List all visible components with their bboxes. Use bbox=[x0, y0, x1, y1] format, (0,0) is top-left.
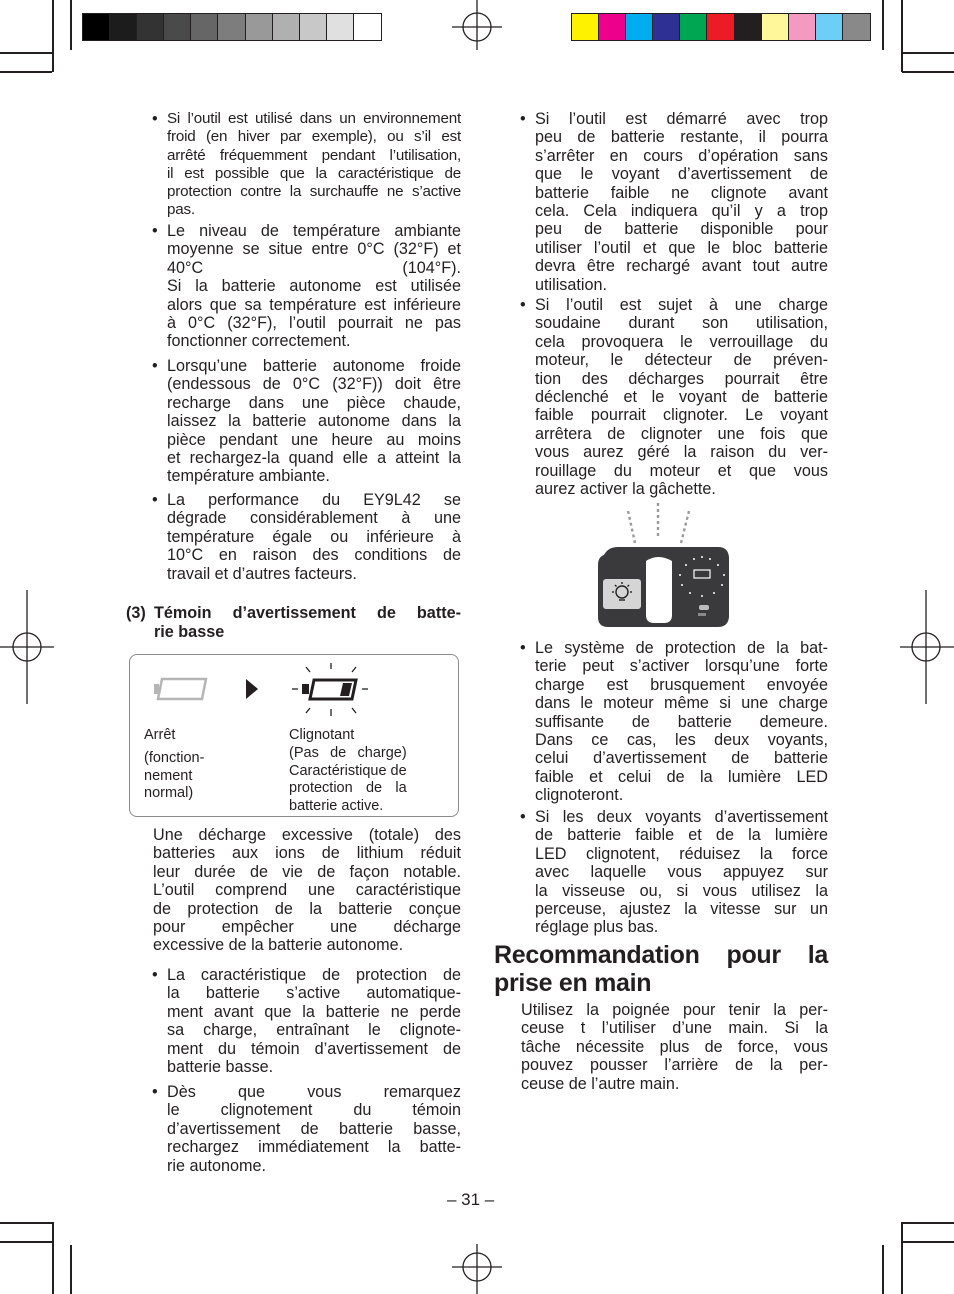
text-line: protection contre la surchauffe ne s’active bbox=[167, 183, 461, 201]
text-line: ment du témoin d’avertissement de bbox=[167, 1039, 461, 1058]
text-line: dégrade considérablement à une bbox=[167, 509, 461, 528]
text-line: la batterie s’active automatique- bbox=[167, 984, 461, 1003]
bullet-marker: • bbox=[152, 491, 158, 509]
heading-grip-line-1: Recommandation pour la bbox=[494, 941, 828, 969]
battery-off-icon bbox=[154, 679, 206, 699]
bullet-marker: • bbox=[152, 222, 158, 240]
bullet-protection-activates bbox=[167, 966, 461, 1076]
text-line: ceuse de l’autre main. bbox=[521, 1074, 680, 1093]
text-line: 10°C en raison des conditions de bbox=[167, 546, 461, 565]
text-line: déclenché et le voyant de batterie bbox=[535, 388, 828, 407]
text-line: recharge dans une pièce chaude, bbox=[167, 393, 461, 412]
text-line: dans le moteur même si une charge bbox=[535, 694, 828, 713]
text-line: perceuse, ajustez la vitesse sur un bbox=[535, 900, 828, 919]
text-line: excessive de la batterie autonome. bbox=[153, 936, 404, 955]
text-line: pouvez pousser l’arrière de la per- bbox=[521, 1056, 828, 1075]
text-line: Une décharge excessive (totale) des bbox=[153, 826, 461, 844]
text-line: rie autonome. bbox=[167, 1156, 266, 1175]
bullet-marker: • bbox=[152, 110, 158, 128]
section-number: (3) bbox=[126, 604, 146, 622]
text-line: vous aurez géré la raison du ver- bbox=[535, 443, 828, 462]
text-line: batteries aux ions de lithium réduit bbox=[153, 844, 461, 863]
text-line: 40°C (104°F). bbox=[167, 258, 461, 277]
text-line: nement bbox=[144, 767, 193, 784]
text-line: avec laquelle vous appuyez sur bbox=[535, 863, 828, 882]
bullet-marker: • bbox=[520, 639, 526, 657]
bullet-marker: • bbox=[152, 966, 158, 984]
text-line: protection de la bbox=[289, 780, 407, 796]
bullet-sudden-load bbox=[535, 296, 828, 498]
bullet-protection-system bbox=[535, 639, 828, 805]
state-blink-desc bbox=[289, 745, 407, 815]
text-line: réglage plus bas. bbox=[535, 918, 659, 937]
text-line: celui d’avertissement de batterie bbox=[535, 749, 828, 768]
text-line: aurez activer la gâchette. bbox=[535, 480, 716, 499]
text-line: d’avertissement de batterie basse, bbox=[167, 1119, 461, 1138]
text-line: (fonction- bbox=[144, 750, 205, 766]
text-line: (endessous de 0°C (32°F)) doit être bbox=[167, 375, 461, 394]
text-line: La caractéristique de protection de bbox=[167, 966, 461, 984]
text-line: pas. bbox=[167, 201, 195, 219]
text-line: moteur, le détecteur de préven- bbox=[535, 351, 828, 370]
text-line: Si la batterie autonome est utilisée bbox=[167, 277, 461, 296]
state-off-desc bbox=[144, 750, 204, 803]
text-line: ceuse t l’utiliser d’une main. Si la bbox=[521, 1019, 828, 1038]
text-line: soudaine durant son utilisation, bbox=[535, 314, 828, 333]
paragraph-grip bbox=[521, 1001, 828, 1093]
battery-indicator-illustration bbox=[130, 655, 460, 725]
text-line: il est possible que la caractéristique de bbox=[167, 164, 461, 182]
text-line: tâche nécessite plus de force, vous bbox=[521, 1037, 828, 1056]
text-line: tion des décharges pourrait être bbox=[535, 369, 828, 388]
text-line: Si les deux voyants d’avertissement bbox=[535, 808, 828, 826]
text-line: moyenne se situe entre 0°C (32°F) et bbox=[167, 240, 461, 259]
text-line: ment avant que la batterie ne perde bbox=[167, 1002, 461, 1021]
text-line: Le niveau de température ambiante bbox=[167, 222, 461, 240]
text-line: Si l’outil est démarré avec trop bbox=[535, 110, 828, 128]
text-line: fonctionner correctement. bbox=[167, 332, 351, 351]
text-line: L’outil comprend une caractéristique bbox=[153, 881, 461, 900]
text-line: leur durée de vie de façon notable. bbox=[153, 862, 461, 881]
text-line: normal) bbox=[144, 785, 194, 801]
page-number: – 31 – bbox=[447, 1190, 495, 1209]
bullet-marker: • bbox=[152, 1083, 158, 1101]
text-line: Dans ce cas, les deux voyants, bbox=[535, 731, 828, 750]
text-line: sa charge, entraînant le clignote- bbox=[167, 1021, 461, 1040]
tool-control-panel-illustration bbox=[590, 503, 734, 635]
text-line: rouillage du moteur et que vous bbox=[535, 461, 828, 480]
text-line: laissez la batterie autonome dans la bbox=[167, 412, 461, 431]
bullet-marker: • bbox=[520, 808, 526, 826]
text-line: (Pas de charge) bbox=[289, 745, 407, 761]
text-line: utiliser l’outil et que le bloc batterie bbox=[535, 238, 828, 257]
text-line: Si l’outil est sujet à une charge bbox=[535, 296, 828, 314]
section-title-line-1: Témoin d’avertissement de batte- bbox=[154, 604, 461, 622]
text-line: Le système de protection de la bat- bbox=[535, 639, 828, 657]
text-line: terie peut s’activer lorsqu’une forte bbox=[535, 657, 828, 676]
bullet-marker: • bbox=[152, 357, 158, 375]
text-line: alors que sa température est inférieure bbox=[167, 295, 461, 314]
text-line: de protection de la batterie conçue bbox=[153, 899, 461, 918]
section-title-line-2: rie basse bbox=[154, 623, 225, 641]
text-line: de batterie faible et de la lumière bbox=[535, 826, 828, 845]
text-line: température ambiante. bbox=[167, 467, 330, 486]
text-line: la visseuse ou, si vous utilisez la bbox=[535, 881, 828, 900]
text-line: froid (en hiver par exemple), ou s’il est bbox=[167, 128, 461, 146]
text-line: La performance du EY9L42 se bbox=[167, 491, 461, 509]
text-line: peu de batterie restante, il pourra bbox=[535, 128, 828, 147]
text-line: peu de batterie disponible pour bbox=[535, 220, 828, 239]
bullet-recharge-immediately bbox=[167, 1083, 461, 1175]
trigger-shape bbox=[646, 557, 672, 623]
battery-blinking-icon bbox=[292, 663, 368, 716]
text-line: utilisation. bbox=[535, 275, 607, 294]
text-line: batterie faible ne clignote avant bbox=[535, 183, 828, 202]
text-line: Si l’outil est utilisé dans un environnement bbox=[167, 110, 461, 127]
text-line: le clignotement du témoin bbox=[167, 1101, 461, 1120]
bullet-cold-battery bbox=[167, 357, 461, 486]
blink-rays-icon bbox=[628, 503, 689, 543]
text-line: travail et d’autres facteurs. bbox=[167, 564, 357, 583]
text-line: que le voyant d’avertissement de bbox=[535, 165, 828, 184]
text-line: Utilisez la poignée pour tenir la per- bbox=[521, 1001, 828, 1019]
text-line: batterie basse. bbox=[167, 1058, 274, 1077]
text-line: et rechargez-la quand elle a atteint la bbox=[167, 449, 461, 468]
text-line: LED clignotent, réduisez la force bbox=[535, 844, 828, 863]
text-line: pour empêcher une décharge bbox=[153, 918, 461, 937]
bullet-ey9l42-performance bbox=[167, 491, 461, 583]
text-line: arrêtera de clignoter une fois que bbox=[535, 424, 828, 443]
bullet-both-lights-blink bbox=[535, 808, 828, 937]
text-line: Caractéristique de bbox=[289, 762, 407, 779]
text-line: faible et celui de la lumière LED bbox=[535, 767, 828, 786]
text-line: s’arrêter en cours d’opération sans bbox=[535, 146, 828, 165]
arrow-right-icon bbox=[246, 679, 258, 699]
text-line: pièce pendant une heure au moins bbox=[167, 430, 461, 449]
battery-indicator-box bbox=[129, 654, 459, 817]
text-line: rechargez immédiatement la batte- bbox=[167, 1138, 461, 1157]
state-blink-label: Clignotant bbox=[289, 727, 355, 743]
bullet-cold-environment bbox=[167, 110, 461, 220]
text-line: charge est brusquement envoyée bbox=[535, 675, 828, 694]
text-line: clignoteront. bbox=[535, 786, 624, 805]
bullet-ambient-temperature bbox=[167, 222, 461, 351]
text-line: cela. Cela indiquera qu’il y a trop bbox=[535, 202, 828, 221]
bullet-marker: • bbox=[520, 296, 526, 314]
heading-grip-line-2: prise en main bbox=[494, 969, 652, 997]
text-line: Dès que vous remarquez bbox=[167, 1083, 461, 1101]
text-line: Lorsqu’une batterie autonome froide bbox=[167, 357, 461, 375]
text-line: suffisante de batterie demeure. bbox=[535, 712, 828, 731]
text-line: cela provoquera le verrouillage du bbox=[535, 332, 828, 351]
text-line: température égale ou inférieure à bbox=[167, 527, 461, 546]
paragraph-excessive-discharge bbox=[153, 826, 461, 955]
text-line: à 0°C (32°F), l’outil pourrait ne pas bbox=[167, 314, 461, 333]
state-off-label: Arrêt bbox=[144, 727, 176, 743]
text-line: faible pourrait clignoter. Le voyant bbox=[535, 406, 828, 425]
text-line: arrêté fréquemment pendant l’utilisation, bbox=[167, 146, 461, 164]
text-line: batterie active. bbox=[289, 797, 384, 814]
bullet-marker: • bbox=[520, 110, 526, 128]
bullet-low-battery-start bbox=[535, 110, 828, 294]
text-line: devra être rechargé avant tout autre bbox=[535, 257, 828, 276]
